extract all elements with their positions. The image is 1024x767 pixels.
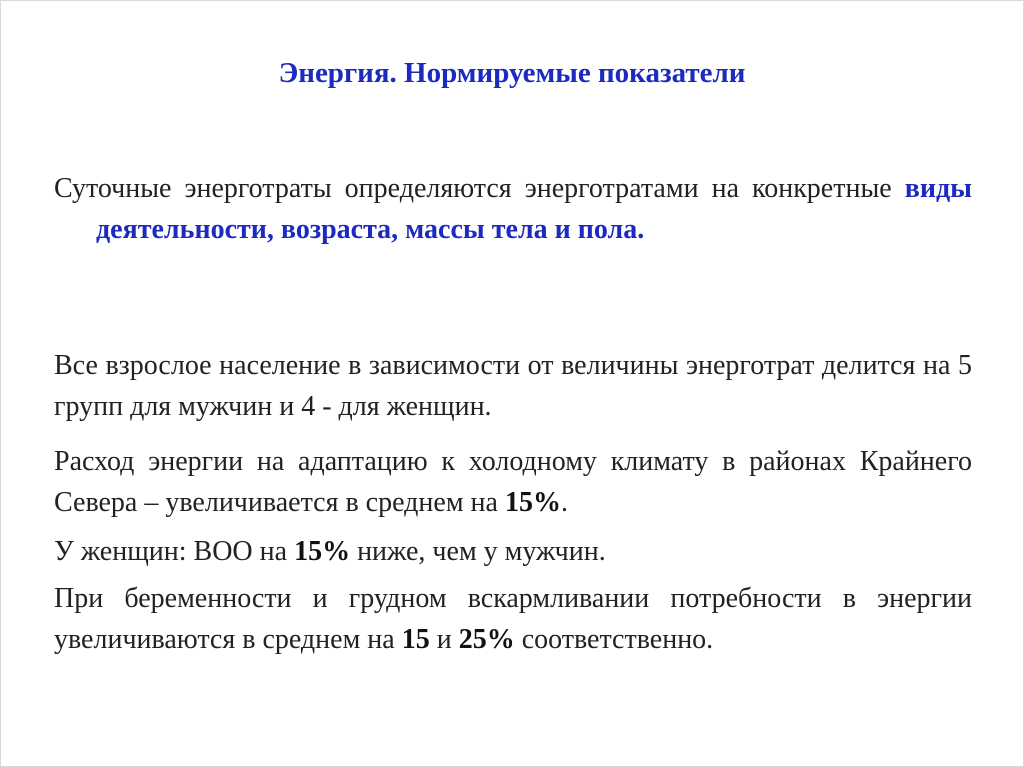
paragraph-cold-adaptation-value: 15% xyxy=(504,487,561,518)
paragraph-women-bmr-end: ниже, чем у мужчин. xyxy=(350,536,606,567)
paragraph-daily-energy xyxy=(54,168,972,250)
slide-title: Энергия. Нормируемые показатели xyxy=(278,57,746,89)
paragraph-women-bmr xyxy=(54,531,972,572)
paragraph-women-bmr-value: 15% xyxy=(294,536,351,567)
paragraph-cold-adaptation xyxy=(54,441,972,523)
paragraph-pregnancy-text: При беременности и грудном вскармливании потребности в энергии увеличиваются в среднем на xyxy=(54,583,972,655)
paragraph-pregnancy-end: соответственно. xyxy=(514,624,714,655)
paragraph-pregnancy xyxy=(54,578,972,660)
paragraph-daily-energy-highlight: виды деятельности, возраста, массы тела и пола. xyxy=(96,173,972,245)
paragraph-pregnancy-value-1: 15 xyxy=(401,624,430,655)
paragraph-daily-energy-text: Суточные энерготраты определяются энерготратами на конкретные xyxy=(54,173,905,204)
paragraph-population-groups: Все взрослое население в зависимости от величины энерготрат делится на 5 групп для мужчин и 4 - для женщин. xyxy=(54,350,972,422)
paragraph-pregnancy-value-2: 25% xyxy=(458,624,515,655)
paragraph-cold-adaptation-text: Расход энергии на адаптацию к холодному климату в районах Крайнего Севера – увеличивается в среднем на xyxy=(54,446,972,518)
paragraph-women-bmr-text: У женщин: ВОО на xyxy=(54,536,295,567)
paragraph-cold-adaptation-end: . xyxy=(560,487,568,518)
paragraph-pregnancy-middle: и xyxy=(429,624,459,655)
